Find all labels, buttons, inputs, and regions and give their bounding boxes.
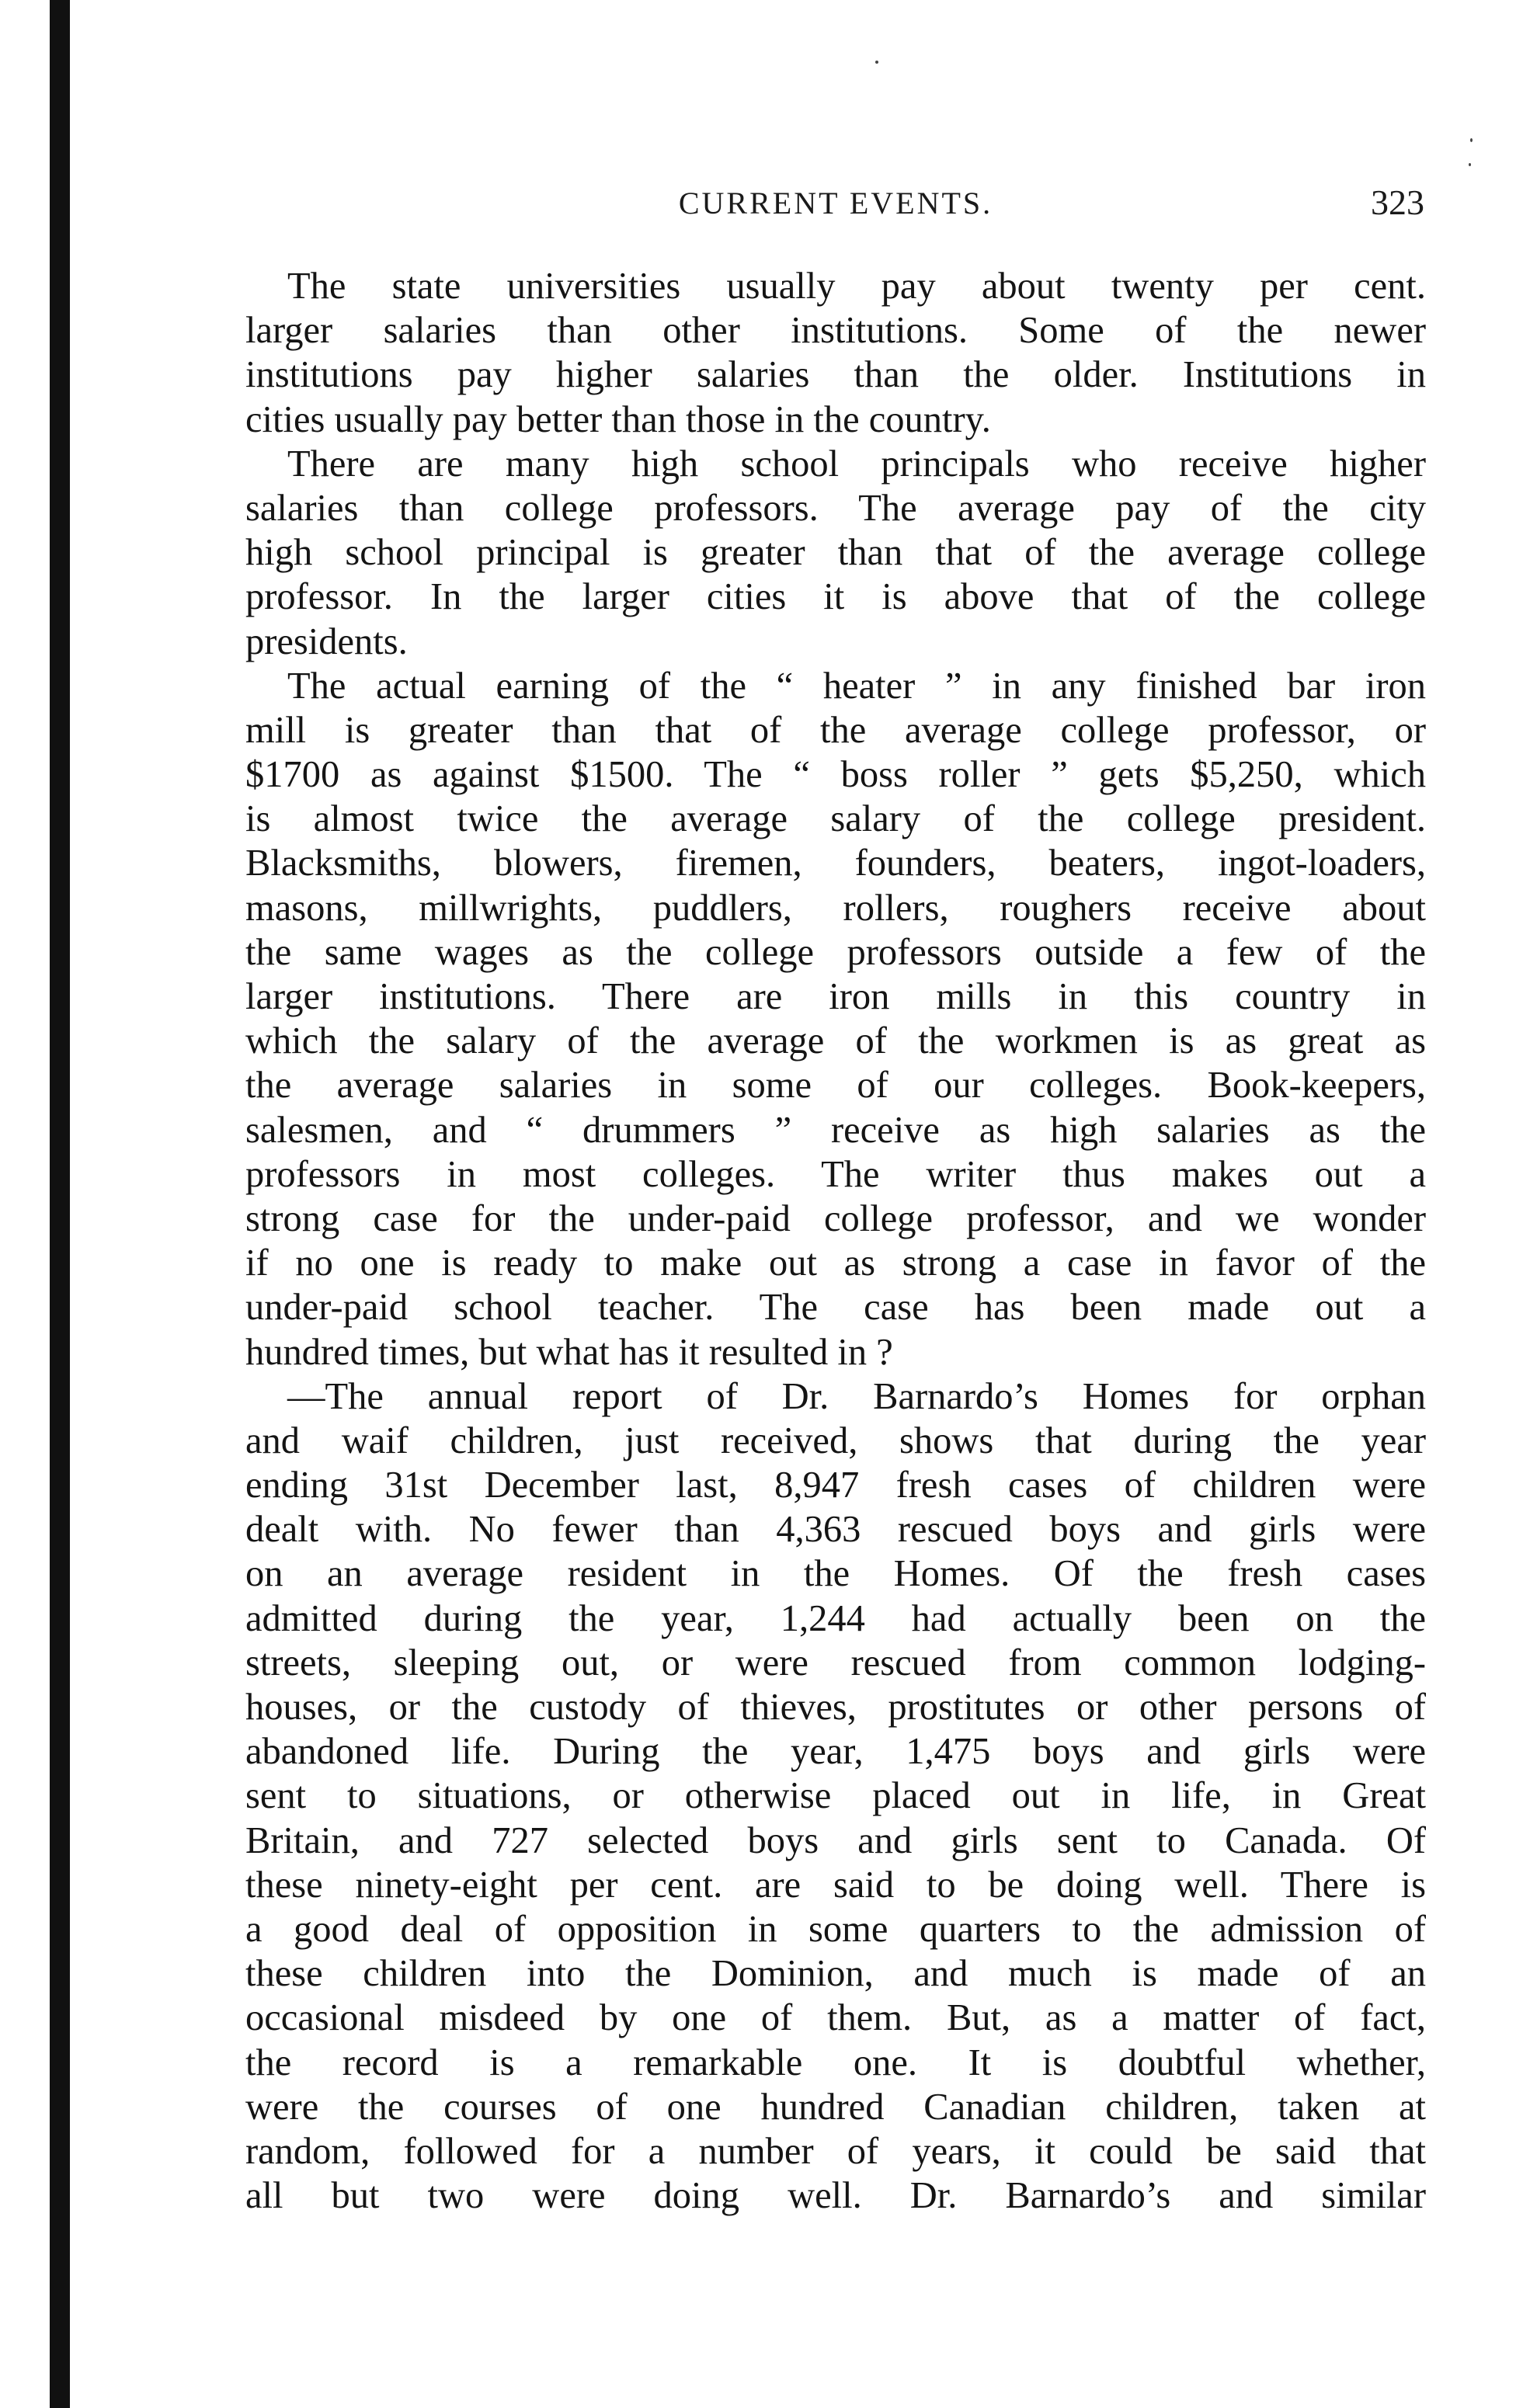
text-line: abandoned life. During the year, 1,475 boys and girls were [245, 1731, 1426, 1773]
text-line: were the courses of one hundred Canadian children, taken at [245, 2086, 1426, 2128]
text-line: dealt with. No fewer than 4,363 rescued boys and girls were [245, 1509, 1426, 1551]
scan-speck [1469, 163, 1471, 166]
text-line: —The annual report of Dr. Barnardo’s Homes for orphan [287, 1375, 1426, 1417]
text-line: streets, sleeping out, or were rescued from common lodging- [245, 1642, 1426, 1684]
text-line: sent to situations, or otherwise placed out in life, in Great [245, 1775, 1426, 1817]
text-line: the same wages as the college professors outside a few of the [245, 931, 1426, 973]
text-line: institutions pay higher salaries than the older. Institutions in [245, 354, 1426, 396]
text-line: all but two were doing well. Dr. Barnardo’s and similar [245, 2175, 1426, 2217]
running-head [247, 182, 1424, 231]
text-line: on an average resident in the Homes. Of the fresh cases [245, 1553, 1426, 1595]
page-number: 323 [1371, 182, 1424, 222]
text-line: The actual earning of the “ heater ” in any finished bar iron [287, 665, 1426, 707]
scan-speck [1470, 138, 1473, 142]
text-line: larger salaries than other institutions. Some of the newer [245, 310, 1426, 352]
text-line: There are many high school principals who receive higher [287, 443, 1426, 485]
text-line: salesmen, and “ drummers ” receive as high salaries as the [245, 1109, 1426, 1151]
text-line: which the salary of the average of the workmen is as great as [245, 1020, 1426, 1062]
text-line: Blacksmiths, blowers, firemen, founders, beaters, ingot-loaders, [245, 843, 1426, 884]
text-line: presidents. [245, 620, 408, 662]
text-line: is almost twice the average salary of the college president. [245, 798, 1426, 840]
text-line: admitted during the year, 1,244 had actually been on the [245, 1597, 1426, 1639]
text-line: these ninety-eight per cent. are said to be doing well. There is [245, 1864, 1426, 1906]
text-line: hundred times, but what has it resulted in ? [245, 1331, 893, 1373]
text-line: masons, millwrights, puddlers, rollers, roughers receive about [245, 887, 1426, 929]
text-line: professors in most colleges. The writer thus makes out a [245, 1153, 1426, 1195]
text-line: random, followed for a number of years, it could be said that [245, 2130, 1426, 2172]
text-line: these children into the Dominion, and much is made of an [245, 1953, 1426, 1995]
binding-edge [50, 0, 70, 2408]
text-line: Britain, and 727 selected boys and girls sent to Canada. Of [245, 1819, 1426, 1861]
text-line: $1700 as against $1500. The “ boss roller ” gets $5,250, which [245, 754, 1426, 796]
text-line: professor. In the larger cities it is above that of the college [245, 576, 1426, 618]
text-line: salaries than college professors. The average pay of the city [245, 487, 1426, 529]
text-body [245, 264, 1426, 2218]
text-line: the average salaries in some of our colleges. Book-keepers, [245, 1065, 1426, 1107]
text-line: under-paid school teacher. The case has been made out a [245, 1287, 1426, 1329]
text-line: cities usually pay better than those in the country. [245, 398, 991, 440]
text-line: and waif children, just received, shows that during the year [245, 1419, 1426, 1461]
text-line: strong case for the under-paid college professor, and we wonder [245, 1197, 1426, 1239]
scan-speck [875, 61, 878, 64]
text-line: the record is a remarkable one. It is doubtful whether, [245, 2041, 1426, 2083]
text-line: The state universities usually pay about twenty per cent. [287, 266, 1426, 307]
text-line: a good deal of opposition in some quarters to the admission of [245, 1908, 1426, 1950]
running-title: CURRENT EVENTS. [678, 186, 993, 221]
text-line: occasional misdeed by one of them. But, as a matter of fact, [245, 1997, 1426, 2039]
text-line: mill is greater than that of the average college professor, or [245, 709, 1426, 751]
text-line: high school principal is greater than that of the average college [245, 532, 1426, 574]
text-line: larger institutions. There are iron mills in this country in [245, 976, 1426, 1017]
text-line: houses, or the custody of thieves, prostitutes or other persons of [245, 1687, 1426, 1728]
text-line: ending 31st December last, 8,947 fresh cases of children were [245, 1465, 1426, 1506]
text-line: if no one is ready to make out as strong a case in favor of the [245, 1242, 1426, 1284]
